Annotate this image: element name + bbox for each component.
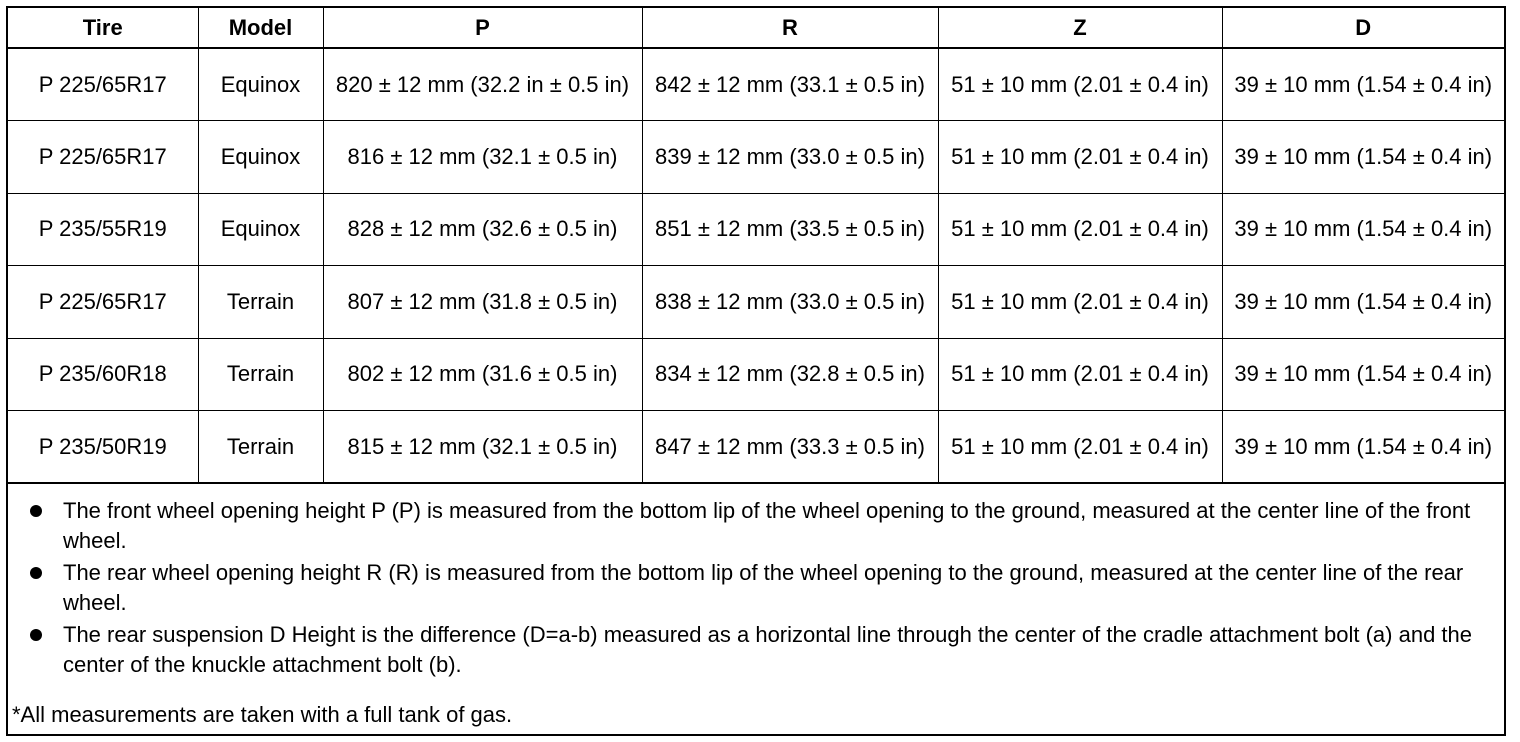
cell-d: 39 ± 10 mm (1.54 ± 0.4 in) xyxy=(1222,338,1504,411)
header-r: R xyxy=(642,8,938,48)
cell-r: 851 ± 12 mm (33.5 ± 0.5 in) xyxy=(642,193,938,266)
bullet-icon xyxy=(30,567,42,579)
cell-r: 834 ± 12 mm (32.8 ± 0.5 in) xyxy=(642,338,938,411)
cell-p: 828 ± 12 mm (32.6 ± 0.5 in) xyxy=(323,193,642,266)
table-row xyxy=(8,48,1504,121)
cell-model: Terrain xyxy=(198,411,323,484)
trim-height-table xyxy=(8,8,1504,484)
bullet-icon xyxy=(30,505,42,517)
cell-d: 39 ± 10 mm (1.54 ± 0.4 in) xyxy=(1222,48,1504,121)
cell-tire: P 225/65R17 xyxy=(8,266,198,339)
cell-p: 807 ± 12 mm (31.8 ± 0.5 in) xyxy=(323,266,642,339)
table-row xyxy=(8,193,1504,266)
note-item xyxy=(8,496,1504,556)
cell-model: Equinox xyxy=(198,121,323,194)
table-row xyxy=(8,121,1504,194)
cell-p: 815 ± 12 mm (32.1 ± 0.5 in) xyxy=(323,411,642,484)
header-model: Model xyxy=(198,8,323,48)
cell-z: 51 ± 10 mm (2.01 ± 0.4 in) xyxy=(938,121,1222,194)
cell-tire: P 235/60R18 xyxy=(8,338,198,411)
table-row xyxy=(8,266,1504,339)
cell-model: Terrain xyxy=(198,338,323,411)
cell-p: 816 ± 12 mm (32.1 ± 0.5 in) xyxy=(323,121,642,194)
spec-document xyxy=(6,6,1506,736)
cell-d: 39 ± 10 mm (1.54 ± 0.4 in) xyxy=(1222,411,1504,484)
notes-section xyxy=(8,489,1504,734)
cell-d: 39 ± 10 mm (1.54 ± 0.4 in) xyxy=(1222,193,1504,266)
cell-r: 847 ± 12 mm (33.3 ± 0.5 in) xyxy=(642,411,938,484)
cell-p: 820 ± 12 mm (32.2 in ± 0.5 in) xyxy=(323,48,642,121)
table-row xyxy=(8,338,1504,411)
header-p: P xyxy=(323,8,642,48)
table-row xyxy=(8,411,1504,484)
cell-model: Equinox xyxy=(198,48,323,121)
cell-tire: P 235/50R19 xyxy=(8,411,198,484)
cell-z: 51 ± 10 mm (2.01 ± 0.4 in) xyxy=(938,193,1222,266)
note-text: The rear wheel opening height R (R) is measured from the bottom lip of the wheel opening to the ground, measured at the center line of the rear wheel. xyxy=(63,560,1464,615)
cell-d: 39 ± 10 mm (1.54 ± 0.4 in) xyxy=(1222,121,1504,194)
note-text: The front wheel opening height P (P) is measured from the bottom lip of the wheel opening to the ground, measured at the center line of the front wheel. xyxy=(63,498,1471,553)
note-item xyxy=(8,620,1504,680)
bullet-icon xyxy=(30,629,42,641)
cell-p: 802 ± 12 mm (31.6 ± 0.5 in) xyxy=(323,338,642,411)
cell-model: Terrain xyxy=(198,266,323,339)
cell-tire: P 225/65R17 xyxy=(8,121,198,194)
header-row xyxy=(8,8,1504,48)
note-text: The rear suspension D Height is the difference (D=a-b) measured as a horizontal line through the center of the cradle attachment bolt (a) and the center of the knuckle attachment bolt (b). xyxy=(63,622,1472,677)
header-d: D xyxy=(1222,8,1504,48)
note-item xyxy=(8,558,1504,618)
cell-z: 51 ± 10 mm (2.01 ± 0.4 in) xyxy=(938,48,1222,121)
header-tire: Tire xyxy=(8,8,198,48)
notes-list xyxy=(8,496,1504,682)
cell-z: 51 ± 10 mm (2.01 ± 0.4 in) xyxy=(938,338,1222,411)
header-z: Z xyxy=(938,8,1222,48)
cell-z: 51 ± 10 mm (2.01 ± 0.4 in) xyxy=(938,266,1222,339)
cell-tire: P 235/55R19 xyxy=(8,193,198,266)
cell-d: 39 ± 10 mm (1.54 ± 0.4 in) xyxy=(1222,266,1504,339)
cell-z: 51 ± 10 mm (2.01 ± 0.4 in) xyxy=(938,411,1222,484)
cell-r: 839 ± 12 mm (33.0 ± 0.5 in) xyxy=(642,121,938,194)
cell-r: 838 ± 12 mm (33.0 ± 0.5 in) xyxy=(642,266,938,339)
cell-r: 842 ± 12 mm (33.1 ± 0.5 in) xyxy=(642,48,938,121)
cell-tire: P 225/65R17 xyxy=(8,48,198,121)
cell-model: Equinox xyxy=(198,193,323,266)
footnote: *All measurements are taken with a full tank of gas. xyxy=(12,702,513,727)
